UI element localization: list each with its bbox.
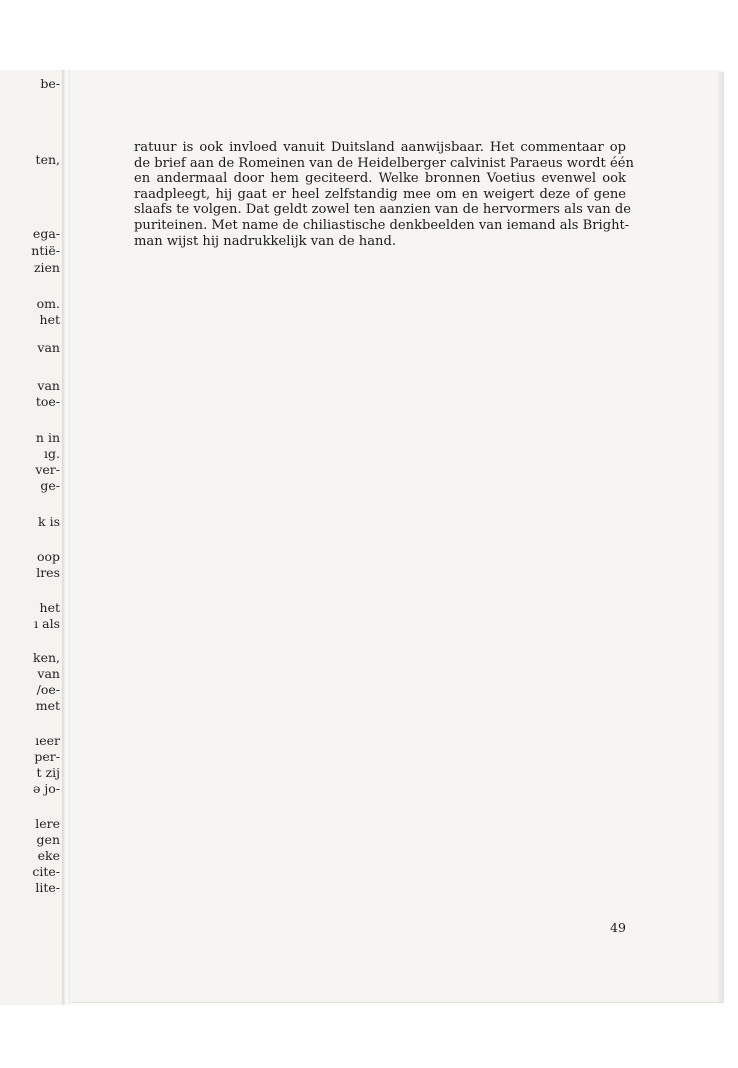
facing-page-text-fragment: met [35,698,60,713]
facing-page-text-fragment: om. [36,296,60,311]
facing-page-text-fragment: cite- [32,864,60,879]
text-line: ratuur is ook invloed vanuit Duitsland aanwijsbaar. Het commentaar op [134,140,626,155]
facing-page-text-fragment: ıg. [44,446,60,461]
facing-page-text-fragment: be- [40,76,60,91]
facing-page-text-fragment: ıeer [35,733,60,748]
facing-page-text-fragment: ken, [33,650,60,665]
facing-page-text-fragment: ega- [32,226,60,241]
facing-page-text-fragment: zien [33,260,60,275]
facing-page-text-fragment: ver- [35,462,60,477]
facing-page-text-fragment: van [37,340,60,355]
facing-page-text-fragment: oop [36,549,60,564]
facing-page-text-fragment: n in [35,430,60,445]
text-line: slaafs te volgen. Dat geldt zowel ten aanzien van de hervormers als van de [134,202,631,218]
body-paragraph [134,140,634,249]
text-line: puriteinen. Met name de chiliastische denkbeelden van iemand als Bright- [134,217,630,233]
facing-page-text-fragment: lres [36,565,60,580]
facing-page-text-fragment: k is [38,514,60,529]
text-line: raadpleegt, hij gaat er heel zelfstandig mee om en weigert deze of gene [134,186,626,202]
facing-page-text-fragment: ge- [40,478,60,493]
facing-page-text-fragment: van [37,378,60,393]
facing-page-text-fragment: /oe- [36,682,60,697]
book-page [70,70,722,1002]
previous-page-edge [0,70,64,1005]
book-gutter [62,70,70,1005]
facing-page-text-fragment: per- [34,749,60,764]
facing-page-text-fragment: eke [37,848,60,863]
facing-page-text-fragment: van [37,666,60,681]
facing-page-text-fragment: ı als [34,616,60,631]
facing-page-text-fragment: lite- [35,880,60,895]
facing-page-text-fragment: ǝ jo- [33,781,60,796]
facing-page-text-fragment: gen [36,832,60,847]
page-right-edge [718,72,724,1002]
facing-page-text-fragment: ntië- [31,243,60,258]
facing-page-text-fragment: het [39,600,60,615]
facing-page-text-fragment: het [39,312,60,327]
facing-page-text-fragment: ten, [35,152,60,167]
text-line: man wijst hij nadrukkelijk van de hand. [134,233,397,249]
text-line: en andermaal door hem geciteerd. Welke bronnen Voetius evenwel ook [134,171,626,187]
text-line: de brief aan de Romeinen van de Heidelberger calvinist Paraeus wordt één [134,155,634,171]
page-number: 49 [610,920,626,935]
facing-page-text-fragment: t zij [36,765,60,780]
facing-page-text-fragment: lere [35,816,60,831]
facing-page-text-fragment: toe- [35,394,60,409]
